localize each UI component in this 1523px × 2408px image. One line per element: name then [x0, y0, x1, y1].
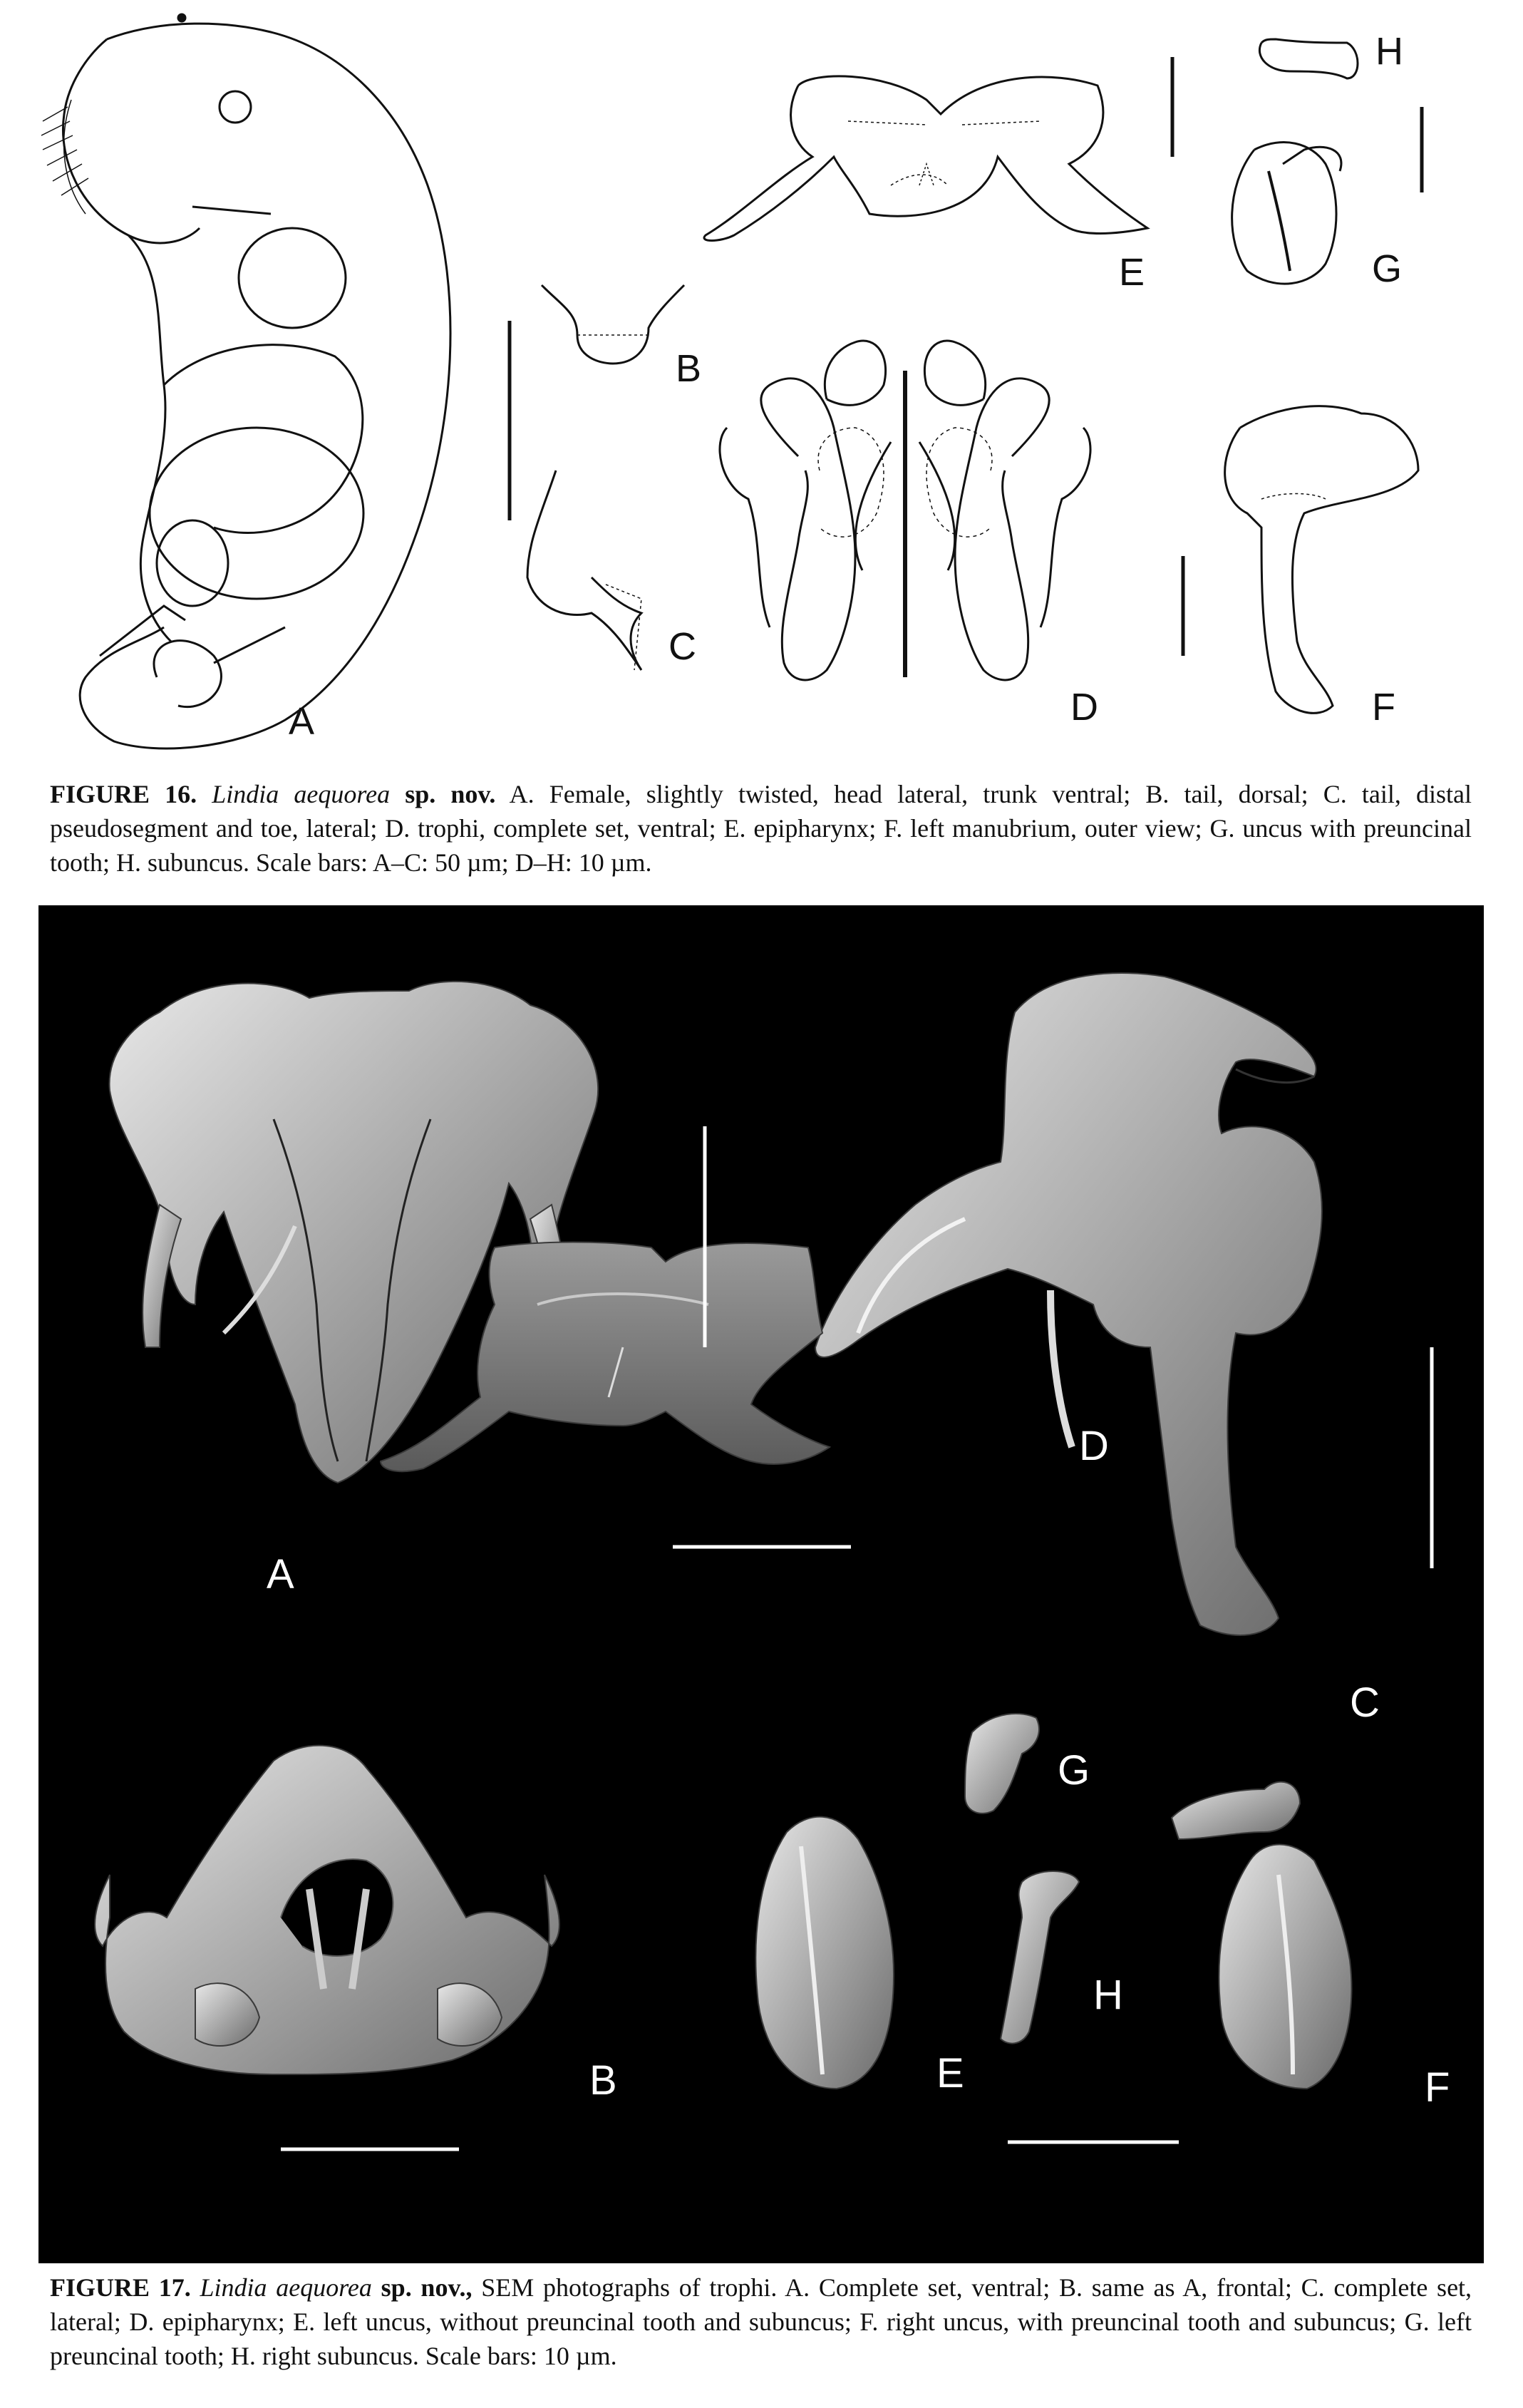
figure-17-artwork — [38, 905, 1484, 2263]
sem-label-h: H — [1093, 1972, 1123, 2018]
figure-16-drawings — [0, 0, 1523, 770]
figure-16-species: Lindia aequorea — [212, 780, 391, 808]
sem-label-g: G — [1058, 1747, 1090, 1794]
drawing-b-tail-dorsal — [542, 285, 684, 364]
panel-label-g: G — [1372, 247, 1403, 290]
sem-h-right-subuncus — [1001, 1871, 1079, 2044]
drawing-f-manubrium — [1225, 406, 1418, 714]
scale-bars-figure-16 — [510, 57, 1422, 656]
sem-c-complete-set-lateral — [815, 973, 1322, 1635]
sem-f-right-uncus — [1172, 1782, 1352, 2089]
figure-17-caption-text: SEM photographs of trophi. A. Complete set, ventral; B. same as A, frontal; C. complete set, lateral; D. epipharynx; E. left uncus, without preuncinal tooth and subuncus; F. right uncus, with preuncinal tooth and subuncus; G. left preuncinal tooth; H. right subuncus. Scale bars: 10 µm. — [50, 2273, 1472, 2370]
figure-17-sp: sp. nov., — [381, 2273, 473, 2302]
panel-label-d: D — [1070, 686, 1098, 729]
sem-label-e: E — [936, 2050, 964, 2096]
panel-label-c: C — [668, 625, 696, 668]
panel-label-a: A — [289, 700, 315, 743]
drawing-d-trophi — [720, 341, 1090, 680]
panel-label-e: E — [1119, 251, 1145, 294]
sem-e-left-uncus — [755, 1817, 894, 2089]
figure-16-caption — [50, 777, 1472, 880]
sem-label-f: F — [1425, 2064, 1450, 2111]
drawing-h-subuncus — [1259, 39, 1358, 78]
figure-17-caption — [50, 2270, 1472, 2373]
sem-g-preuncinal-tooth — [965, 1714, 1039, 1813]
drawing-a-female — [41, 14, 450, 748]
drawing-c-tail-lateral — [527, 470, 641, 670]
sem-label-c: C — [1350, 1679, 1380, 1726]
drawing-g-uncus — [1232, 143, 1341, 284]
sem-label-a: A — [267, 1551, 294, 1597]
panel-label-h: H — [1375, 30, 1403, 73]
figure-16-artwork — [0, 0, 1523, 770]
figure-16-caption-text: A. Female, slightly twisted, head lateral, trunk ventral; B. tail, dorsal; C. tail, distal pseudosegment and toe, lateral; D. trophi, complete set, ventral; E. epipharynx; F. left manubrium, outer view; G. uncus with preuncinal tooth; H. subuncus. Scale bars: A–C: 50 µm; D–H: 10 µm. — [50, 780, 1472, 877]
figure-16-label: FIGURE 16. — [50, 780, 197, 808]
figure-17-label: FIGURE 17. — [50, 2273, 191, 2302]
figure-16-sp: sp. nov. — [405, 780, 496, 808]
figure-17-species: Lindia aequorea — [200, 2273, 372, 2302]
panel-label-b: B — [676, 347, 702, 390]
panel-label-f: F — [1372, 686, 1395, 729]
drawing-e-epipharynx — [704, 76, 1147, 241]
sem-b-frontal — [95, 1746, 559, 2074]
sem-label-d: D — [1079, 1423, 1109, 1469]
figure-17-sem-plate — [38, 905, 1484, 2263]
sem-label-b: B — [589, 2057, 617, 2104]
